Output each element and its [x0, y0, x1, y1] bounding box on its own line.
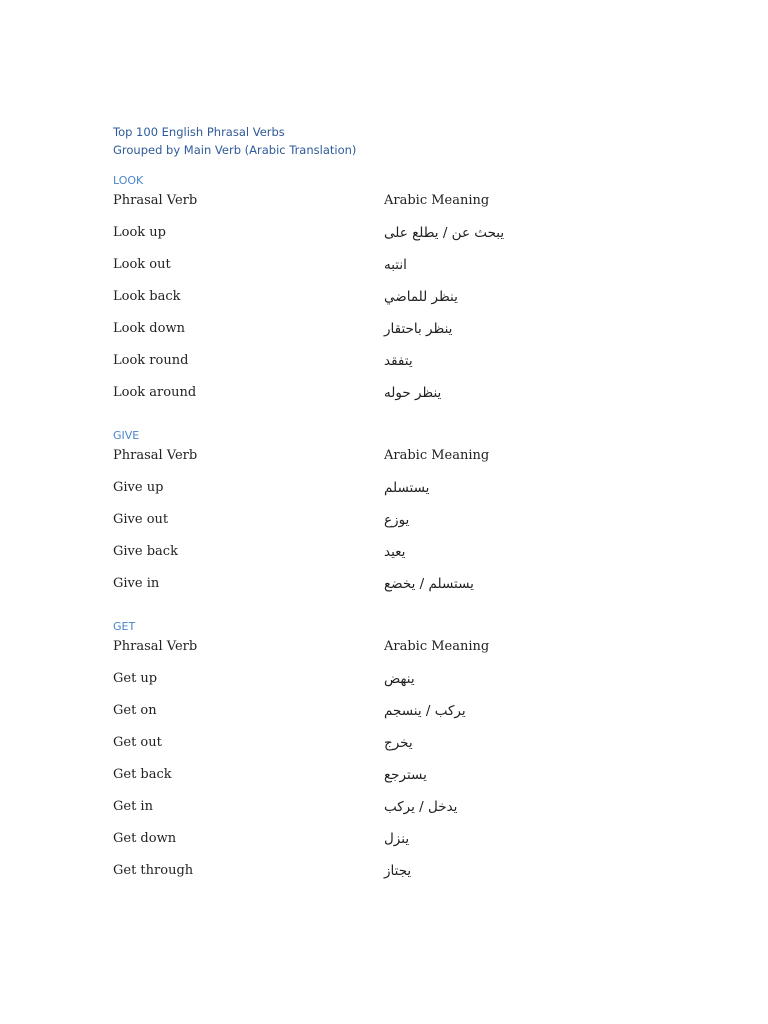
- phrasal-verb: Look up: [113, 225, 166, 240]
- table-row: [113, 798, 673, 830]
- phrasal-verb: Look out: [113, 257, 171, 272]
- phrasal-verb: Look down: [113, 321, 185, 336]
- column-header-english: Phrasal Verb: [113, 639, 198, 654]
- column-header-row: [113, 192, 673, 224]
- table-row: [113, 862, 673, 894]
- arabic-meaning: يجتاز: [384, 863, 412, 879]
- column-header-english: Phrasal Verb: [113, 448, 198, 463]
- table-row: [113, 830, 673, 862]
- table-row: [113, 575, 673, 607]
- section-get: [113, 620, 673, 894]
- arabic-meaning: يتفقد: [384, 353, 413, 369]
- document-subtitle: Grouped by Main Verb (Arabic Translation): [113, 143, 357, 157]
- phrasal-verb: Get through: [113, 863, 194, 878]
- table-row: [113, 384, 673, 416]
- phrasal-verb: Give in: [113, 576, 160, 591]
- arabic-meaning: يسترجع: [384, 767, 427, 783]
- table-row: [113, 511, 673, 543]
- phrasal-verb: Get in: [113, 799, 153, 814]
- arabic-meaning: ينهض: [384, 671, 415, 687]
- column-header-row: [113, 638, 673, 670]
- column-header-arabic: Arabic Meaning: [384, 448, 490, 463]
- table-row: [113, 224, 673, 256]
- column-header-row: [113, 447, 673, 479]
- phrasal-verb: Get out: [113, 735, 162, 750]
- section-heading: LOOK: [113, 174, 144, 187]
- phrasal-verb: Get down: [113, 831, 177, 846]
- section-heading: GET: [113, 620, 136, 633]
- table-row: [113, 543, 673, 575]
- table-row: [113, 320, 673, 352]
- table-row: [113, 288, 673, 320]
- arabic-meaning: يركب / ينسجم: [384, 703, 466, 719]
- phrasal-verb: Get on: [113, 703, 157, 718]
- phrasal-verb: Look round: [113, 353, 189, 368]
- table-row: [113, 702, 673, 734]
- arabic-meaning: يخرج: [384, 735, 413, 751]
- arabic-meaning: يعيد: [384, 544, 406, 560]
- table-row: [113, 766, 673, 798]
- phrasal-verb: Get back: [113, 767, 172, 782]
- phrasal-verb: Look back: [113, 289, 181, 304]
- phrasal-verb: Give up: [113, 480, 164, 495]
- table-row: [113, 479, 673, 511]
- table-row: [113, 670, 673, 702]
- section-heading: GIVE: [113, 429, 140, 442]
- section-give: [113, 429, 673, 607]
- arabic-meaning: انتبه: [384, 257, 407, 273]
- phrasal-verb: Give back: [113, 544, 178, 559]
- title-block: [113, 123, 356, 159]
- arabic-meaning: ينظر للماضي: [384, 289, 458, 305]
- arabic-meaning: يبحث عن / يطلع على: [384, 225, 505, 241]
- column-header-english: Phrasal Verb: [113, 193, 198, 208]
- arabic-meaning: يدخل / يركب: [384, 799, 458, 815]
- document-title: Top 100 English Phrasal Verbs: [113, 125, 285, 139]
- arabic-meaning: ينظر باحتقار: [384, 321, 453, 337]
- section-look: [113, 174, 673, 416]
- arabic-meaning: يستسلم: [384, 480, 430, 496]
- phrasal-verb: Look around: [113, 385, 197, 400]
- phrasal-verb: Give out: [113, 512, 169, 527]
- arabic-meaning: ينظر حوله: [384, 385, 442, 401]
- table-row: [113, 352, 673, 384]
- arabic-meaning: يوزع: [384, 512, 410, 528]
- phrasal-verb: Get up: [113, 671, 158, 686]
- arabic-meaning: يستسلم / يخضع: [384, 576, 474, 592]
- column-header-arabic: Arabic Meaning: [384, 639, 490, 654]
- column-header-arabic: Arabic Meaning: [384, 193, 490, 208]
- table-row: [113, 256, 673, 288]
- table-row: [113, 734, 673, 766]
- arabic-meaning: ينزل: [384, 831, 410, 847]
